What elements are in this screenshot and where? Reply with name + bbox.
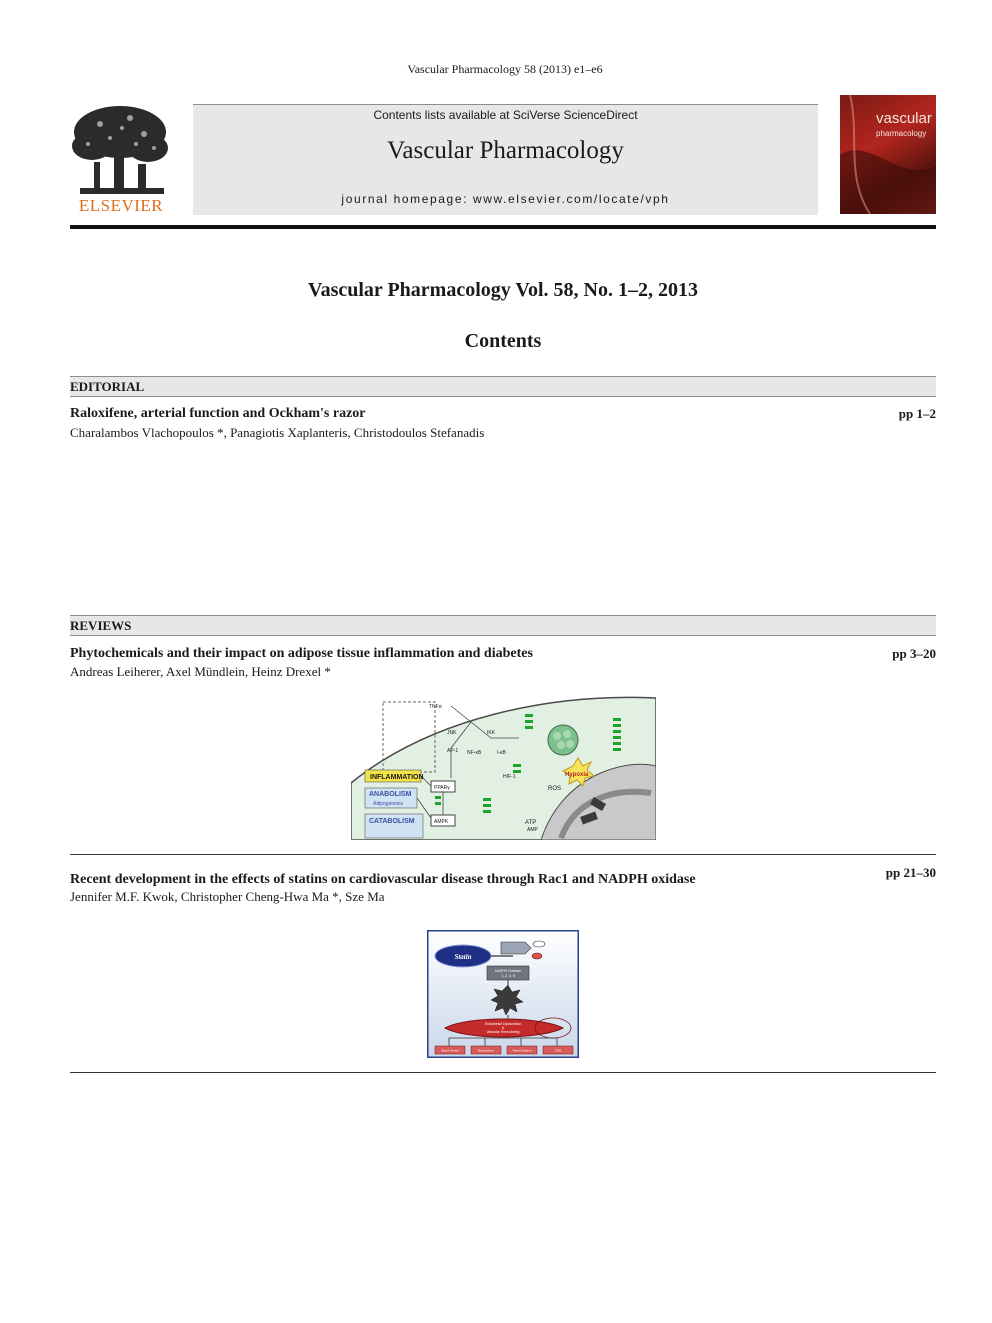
figure-label: Hypoxia [565,772,589,778]
journal-homepage-link[interactable]: journal homepage: www.elsevier.com/locate/vph [341,192,670,206]
figure-label: ANABOLISM [369,791,412,798]
contents-heading: Contents [464,330,542,352]
figure-label: TNFα [429,704,442,710]
figure-label: PPARγ [434,785,450,791]
figure-label: Statin [454,953,472,961]
graphical-abstract-statins[interactable] [427,930,579,1058]
contents-availability-line: Contents lists available at SciVerse ScienceDirect [373,108,638,122]
article-authors: Charalambos Vlachopoulos *, Panagiotis Xaplanteris, Christodoulos Stefanadis [70,425,485,440]
figure-label: Endothelial Dysfunction [484,1022,522,1026]
figure-label: CATABOLISM [369,818,415,825]
article-authors: Andreas Leiherer, Axel Mündlein, Heinz Drexel * [70,664,331,679]
figure-label: ROS [548,786,562,792]
figure-label: Myocardium [477,1048,495,1053]
article-title-link[interactable]: Raloxifene, arterial function and Ockham's razor [70,406,366,421]
figure-label: I-κB [497,750,506,756]
figure-label: 1, 2, 4, 5 [501,974,515,978]
section-bar-reviews [70,615,936,636]
article-title-link[interactable]: Phytochemicals and their impact on adipose tissue inflammation and diabetes [70,646,533,661]
figure-label: Vascular Remodeling [486,1030,520,1034]
article-pages: pp 21–30 [885,865,936,880]
figure-label: IKK [487,730,496,736]
figure-label: ATP [525,820,537,826]
publisher-name: ELSEVIER [78,196,164,215]
figure-label: & [501,1026,505,1030]
journal-title: Vascular Pharmacology [387,137,624,164]
figure-label: INFLAMMATION [370,774,424,781]
figure-label: HIF-1 [503,774,516,780]
figure-label: NADPH Oxidase [494,969,522,973]
running-head: Vascular Pharmacology 58 (2013) e1–e6 [407,62,603,76]
figure-label: JNK [447,730,457,736]
figure-label: CNS [554,1048,562,1053]
figure-label: Renal System [512,1048,532,1053]
figure-label: AP-1 [447,748,459,754]
cover-title: vascular [876,110,932,127]
graphical-abstract-phytochemicals[interactable] [351,688,656,840]
figure-label: NF-κB [467,750,482,756]
masthead-rule [70,225,936,229]
section-end-rule [70,1072,936,1073]
cover-subtitle: pharmacology [876,129,927,138]
article-pages: pp 1–2 [898,406,936,421]
section-label: REVIEWS [70,618,132,633]
section-label: EDITORIAL [70,379,145,394]
figure-label: Blood Vessel [441,1048,459,1053]
journal-banner [193,104,818,215]
article-title-link[interactable]: Recent development in the effects of statins on cardiovascular disease through Rac1 and NADPH oxidase [70,872,696,887]
figure-label: Adipogenesis [373,801,404,807]
figure-label: AMP [527,827,538,833]
figure-label: AMPK [434,819,449,825]
section-bar-editorial [70,376,936,397]
issue-title: Vascular Pharmacology Vol. 58, No. 1–2, 2013 [307,279,699,301]
entry-divider [70,854,936,855]
journal-cover-thumbnail[interactable] [840,95,936,214]
article-authors: Jennifer M.F. Kwok, Christopher Cheng-Hwa Ma *, Sze Ma [70,889,385,904]
article-pages: pp 3–20 [892,646,936,661]
